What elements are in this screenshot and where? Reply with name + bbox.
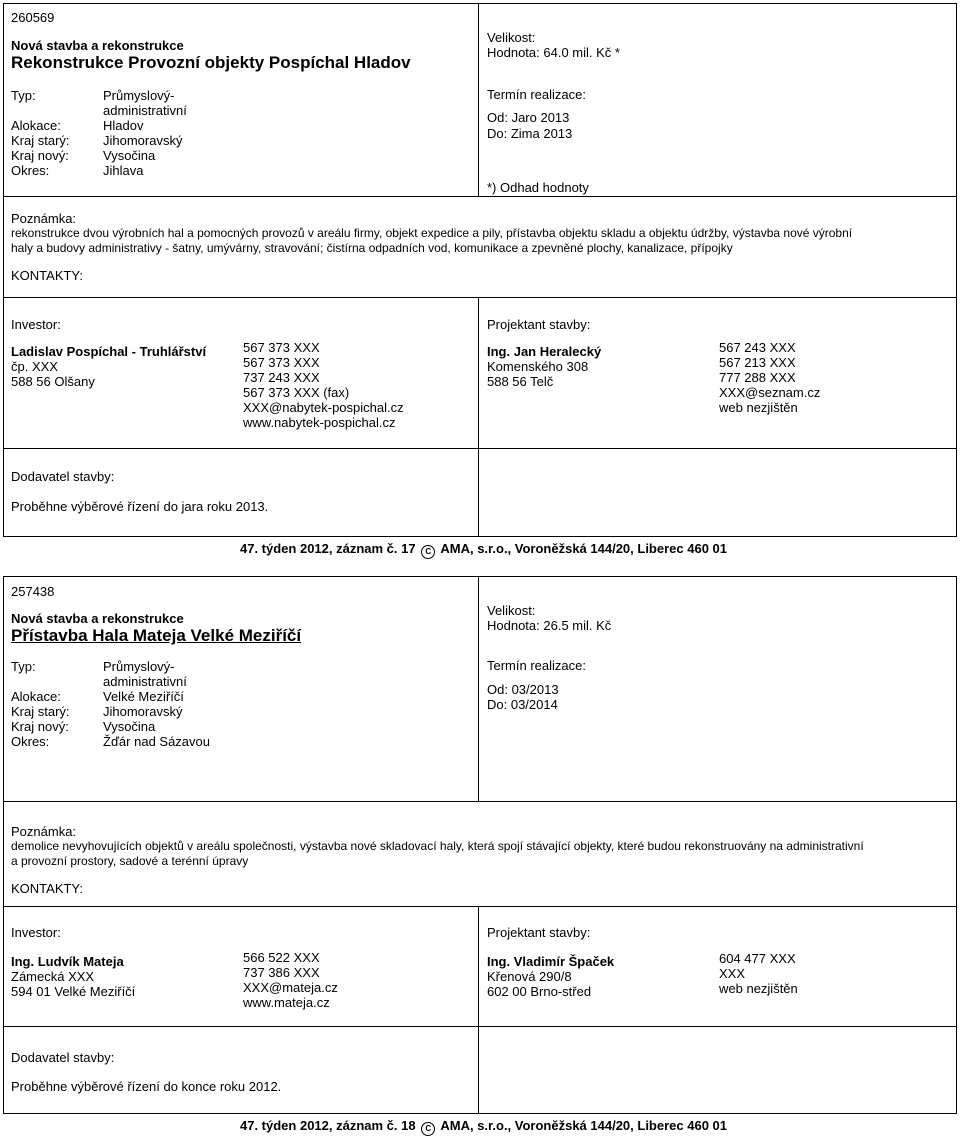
field-value: administrativní [103,674,187,689]
term-from: Od: Jaro 2013 [487,110,570,125]
designer-contact: web nezjištěn [719,400,798,415]
note-line: haly a budovy administrativy - šatny, umývárny, stravování; čistírna odpadních vod, komunikace a zpevněné plochy, kanalizace, přípojky [11,241,733,255]
section-divider [3,448,957,449]
field-label: Typ: [11,659,36,674]
investor-contact: 567 373 XXX [243,340,320,355]
column-divider [478,576,479,802]
investor-label: Investor: [11,317,61,332]
term-label: Termín realizace: [487,658,586,673]
field-value: Jihlava [103,163,144,178]
note-label: Poznámka: [11,211,77,226]
field-label: Kraj nový: [11,719,69,734]
field-value: administrativní [103,103,187,118]
investor-label: Investor: [11,925,61,940]
investor-contact: 566 522 XXX [243,950,320,965]
designer-address: Komenského 308 [487,359,589,374]
supplier-label: Dodavatel stavby: [11,469,115,484]
field-label: Okres: [11,163,50,178]
note-line: demolice nevyhovujících objektů v areálu společnosti, výstavba nové skladovací haly, která spojí stávající objekty, které budou rekonstruovány na administrativní [11,839,864,853]
designer-contact: 567 213 XXX [719,355,796,370]
record-category: Nová stavba a rekonstrukce [11,611,184,626]
field-label: Alokace: [11,118,61,133]
term-from: Od: 03/2013 [487,682,559,697]
field-value: Průmyslový- [103,88,175,103]
section-divider [3,906,957,907]
size-label: Velikost: [487,603,536,618]
designer-address: 588 56 Telč [487,374,554,389]
designer-label: Projektant stavby: [487,925,591,940]
designer-address: Křenová 290/8 [487,969,572,984]
record-id: 257438 [11,584,55,599]
supplier-text: Proběhne výběrové řízení do konce roku 2012. [11,1079,282,1094]
footer-publisher: AMA, s.r.o., Voroněžská 144/20, Liberec 460 01 [440,1118,727,1133]
investor-name: Ladislav Pospíchal - Truhlářství [11,344,207,359]
record-card [0,0,960,560]
field-label: Kraj starý: [11,704,70,719]
term-to: Do: Zima 2013 [487,126,573,141]
investor-contact: 737 386 XXX [243,965,320,980]
record-id: 260569 [11,10,55,25]
record-footer [240,541,727,559]
footer-publisher: AMA, s.r.o., Voroněžská 144/20, Liberec 460 01 [440,541,727,556]
field-value: Hladov [103,118,144,133]
section-divider [3,801,957,802]
note-label: Poznámka: [11,824,77,839]
designer-name: Ing. Jan Heralecký [487,344,602,359]
note-line: rekonstrukce dvou výrobních hal a pomocných provozů v areálu firmy, objekt expedice a pily, přístavba objektu skladu a objektu údržby, výstavba nové výrobní [11,226,853,240]
designer-contact: web nezjištěn [719,981,798,996]
record-title: Přístavba Hala Mateja Velké Meziříčí [11,626,302,645]
designer-contact: XXX [719,966,746,981]
designer-contact: 567 243 XXX [719,340,796,355]
copyright-icon: C [421,545,435,559]
section-divider [3,196,957,197]
field-label: Kraj nový: [11,148,69,163]
investor-website[interactable]: www.mateja.cz [243,995,330,1010]
field-value: Vysočina [103,719,156,734]
investor-email[interactable]: XXX@nabytek-pospichal.cz [243,400,404,415]
investor-email[interactable]: XXX@mateja.cz [243,980,338,995]
record-footer [240,1118,727,1136]
record-frame [3,3,957,537]
supplier-text: Proběhne výběrové řízení do jara roku 2013. [11,499,269,514]
designer-address: 602 00 Brno-střed [487,984,592,999]
contacts-label: KONTAKTY: [11,268,83,283]
field-label: Typ: [11,88,36,103]
investor-contact: 567 373 XXX (fax) [243,385,350,400]
investor-name: Ing. Ludvík Mateja [11,954,124,969]
term-label: Termín realizace: [487,87,586,102]
field-value: Vysočina [103,148,156,163]
section-divider [3,297,957,298]
column-divider [478,3,479,197]
footer-week: 47. týden 2012, záznam č. 18 [240,1118,416,1133]
column-divider [478,906,479,1114]
record-card [0,574,960,1139]
designer-name: Ing. Vladimír Špaček [487,954,615,969]
contacts-label: KONTAKTY: [11,881,83,896]
field-value: Žďár nad Sázavou [103,734,210,749]
investor-address: Zámecká XXX [11,969,95,984]
investor-address: čp. XXX [11,359,58,374]
supplier-label: Dodavatel stavby: [11,1050,115,1065]
record-title: Rekonstrukce Provozní objekty Pospíchal Hladov [11,53,411,72]
investor-address: 594 01 Velké Meziříčí [11,984,136,999]
designer-label: Projektant stavby: [487,317,591,332]
footer-week: 47. týden 2012, záznam č. 17 [240,541,416,556]
record-category: Nová stavba a rekonstrukce [11,38,184,53]
investor-website[interactable]: www.nabytek-pospichal.cz [243,415,396,430]
estimate-note: *) Odhad hodnoty [487,180,589,195]
investor-address: 588 56 Olšany [11,374,95,389]
value-text: Hodnota: 26.5 mil. Kč [487,618,612,633]
field-value: Velké Meziříčí [103,689,184,704]
value-text: Hodnota: 64.0 mil. Kč * [487,45,620,60]
term-to: Do: 03/2014 [487,697,558,712]
field-label: Alokace: [11,689,61,704]
copyright-icon: C [421,1122,435,1136]
field-value: Jihomoravský [103,133,183,148]
note-line: a provozní prostory, sadové a terénní úpravy [11,854,249,868]
field-label: Okres: [11,734,50,749]
investor-contact: 737 243 XXX [243,370,320,385]
designer-contact: 777 288 XXX [719,370,796,385]
field-label: Kraj starý: [11,133,70,148]
field-value: Průmyslový- [103,659,175,674]
column-divider [478,297,479,537]
field-value: Jihomoravský [103,704,183,719]
investor-contact: 567 373 XXX [243,355,320,370]
designer-email[interactable]: XXX@seznam.cz [719,385,821,400]
size-label: Velikost: [487,30,536,45]
section-divider [3,1026,957,1027]
designer-contact: 604 477 XXX [719,951,796,966]
